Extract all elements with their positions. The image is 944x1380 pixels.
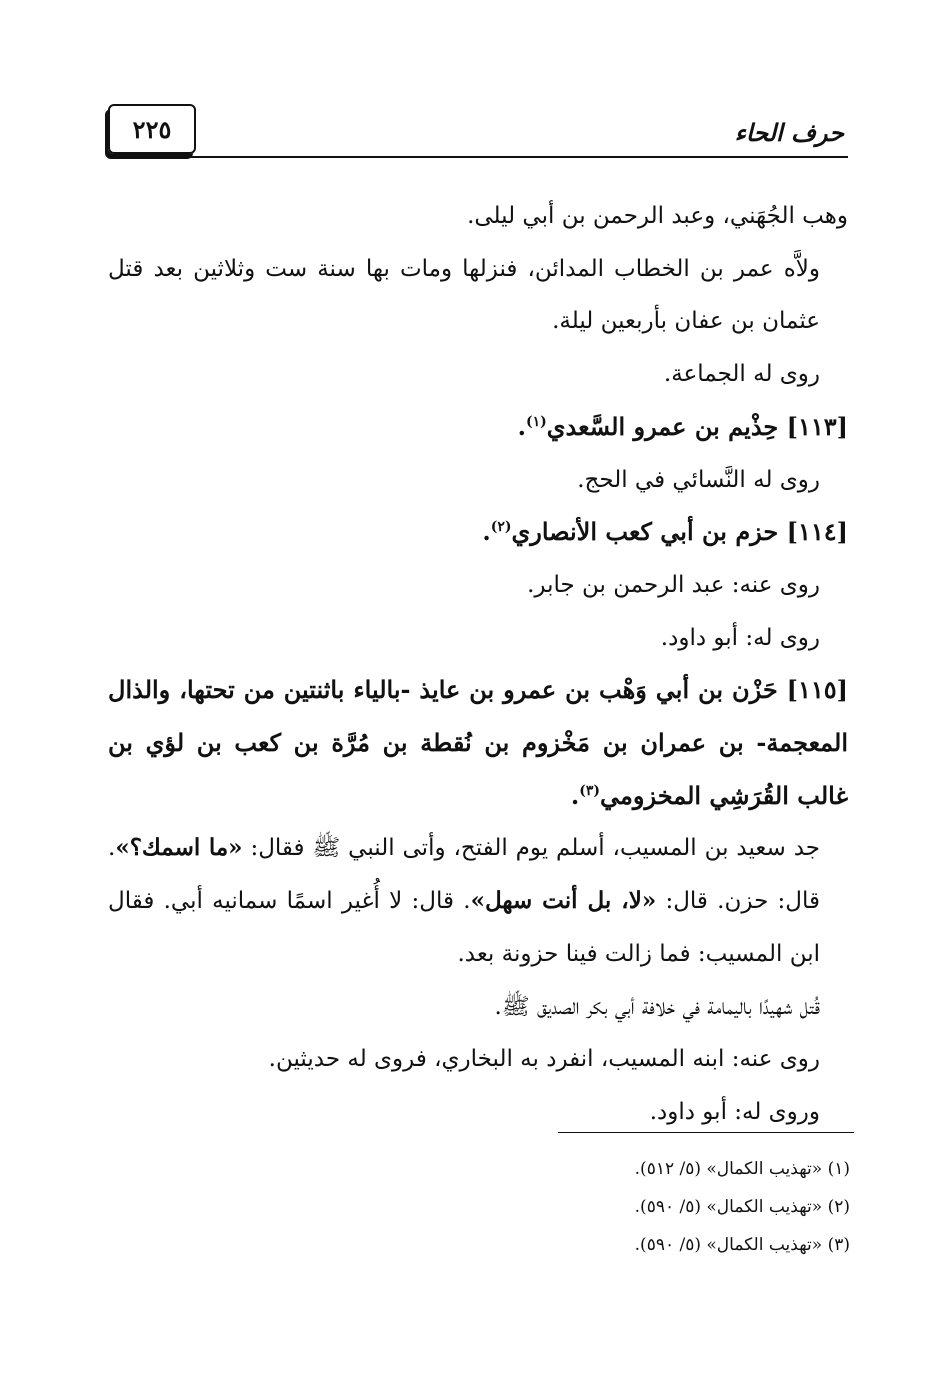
paragraph bbox=[108, 822, 848, 980]
text-line: روى له الجماعة. bbox=[663, 361, 820, 388]
text-line: قُتل شهيدًا باليمامة في خلافة أبي بكر الصديق ﷺ. bbox=[494, 993, 820, 1020]
page-number: ٢٢٥ bbox=[132, 114, 172, 144]
footnote-rule bbox=[558, 1132, 854, 1133]
entry-end: . bbox=[482, 517, 491, 547]
page-number-box bbox=[108, 104, 196, 154]
footnote: (٣) «تهذيب الكمال» (٥/ ٥٩٠). bbox=[634, 1235, 850, 1255]
text-part: . قال: حزن. قال: bbox=[108, 835, 821, 915]
footnote-marker: (٢) bbox=[490, 519, 512, 536]
header-rule bbox=[108, 156, 848, 158]
text-line: روى له النَّسائي في الحج. bbox=[577, 466, 820, 493]
body-text bbox=[108, 190, 848, 1139]
entry-title: [١١٥] حَزْن بن أبي وَهْب بن عمرو بن عايذ -بالياء باثنتين من تحتها، والذال المعجمة- بن عمران بن مَخْزوم بن نُقطة بن مُرَّة بن كعب بن لؤي بن غالب القُرَشِي المخزومي bbox=[108, 675, 848, 810]
paragraph bbox=[108, 348, 848, 401]
footnote-marker: (٣) bbox=[579, 782, 601, 799]
quote-bold: «ما اسمك؟» bbox=[115, 834, 243, 862]
footnote: (٢) «تهذيب الكمال» (٥/ ٥٩٠). bbox=[634, 1197, 850, 1217]
footnote-marker: (١) bbox=[525, 413, 547, 430]
quote-bold: «لا، بل أنت سهل» bbox=[470, 887, 657, 915]
running-head: حرف الحاء bbox=[734, 118, 844, 147]
entry-heading-114 bbox=[108, 506, 848, 559]
paragraph bbox=[108, 243, 848, 348]
paragraph bbox=[108, 981, 848, 1034]
text-line: روى عنه: عبد الرحمن بن جابر. bbox=[527, 571, 820, 598]
paragraph bbox=[108, 454, 848, 507]
entry-title: [١١٤] حزم بن أبي كعب الأنصاري bbox=[511, 517, 848, 547]
text-line: وروى له: أبو داود. bbox=[649, 1098, 820, 1125]
paragraph bbox=[108, 612, 848, 665]
paragraph bbox=[108, 1086, 848, 1139]
text-line: وهب الجُهَني، وعبد الرحمن بن أبي ليلى. bbox=[467, 203, 848, 229]
text-part: . قال: لا أُغير اسمًا سمانيه أبي. فقال ابن المسيب: فما زالت فينا حزونة بعد. bbox=[108, 888, 820, 967]
entry-title: [١١٣] حِذْيم بن عمرو السَّعدي bbox=[546, 411, 848, 441]
paragraph bbox=[108, 559, 848, 612]
entry-end: . bbox=[570, 780, 580, 810]
entry-heading-113 bbox=[108, 401, 848, 454]
footnote: (١) «تهذيب الكمال» (٥/ ٥١٢). bbox=[634, 1159, 850, 1179]
paragraph bbox=[108, 1033, 848, 1086]
text-line: روى عنه: ابنه المسيب، انفرد به البخاري، فروى له حديثين. bbox=[268, 1046, 820, 1073]
entry-heading-115 bbox=[108, 664, 848, 822]
entry-end: . bbox=[517, 411, 526, 441]
paragraph bbox=[108, 190, 848, 243]
text-line: روى له: أبو داود. bbox=[660, 624, 820, 651]
footnotes bbox=[300, 1150, 850, 1264]
text-line: ولاَّه عمر بن الخطاب المدائن، فنزلها ومات بها سنة ست وثلاثين بعد قتل عثمان بن عفان بأربعين ليلة. bbox=[108, 255, 820, 335]
text-part: جد سعيد بن المسيب، أسلم يوم الفتح، وأتى النبي ﷺ فقال: bbox=[242, 835, 820, 862]
